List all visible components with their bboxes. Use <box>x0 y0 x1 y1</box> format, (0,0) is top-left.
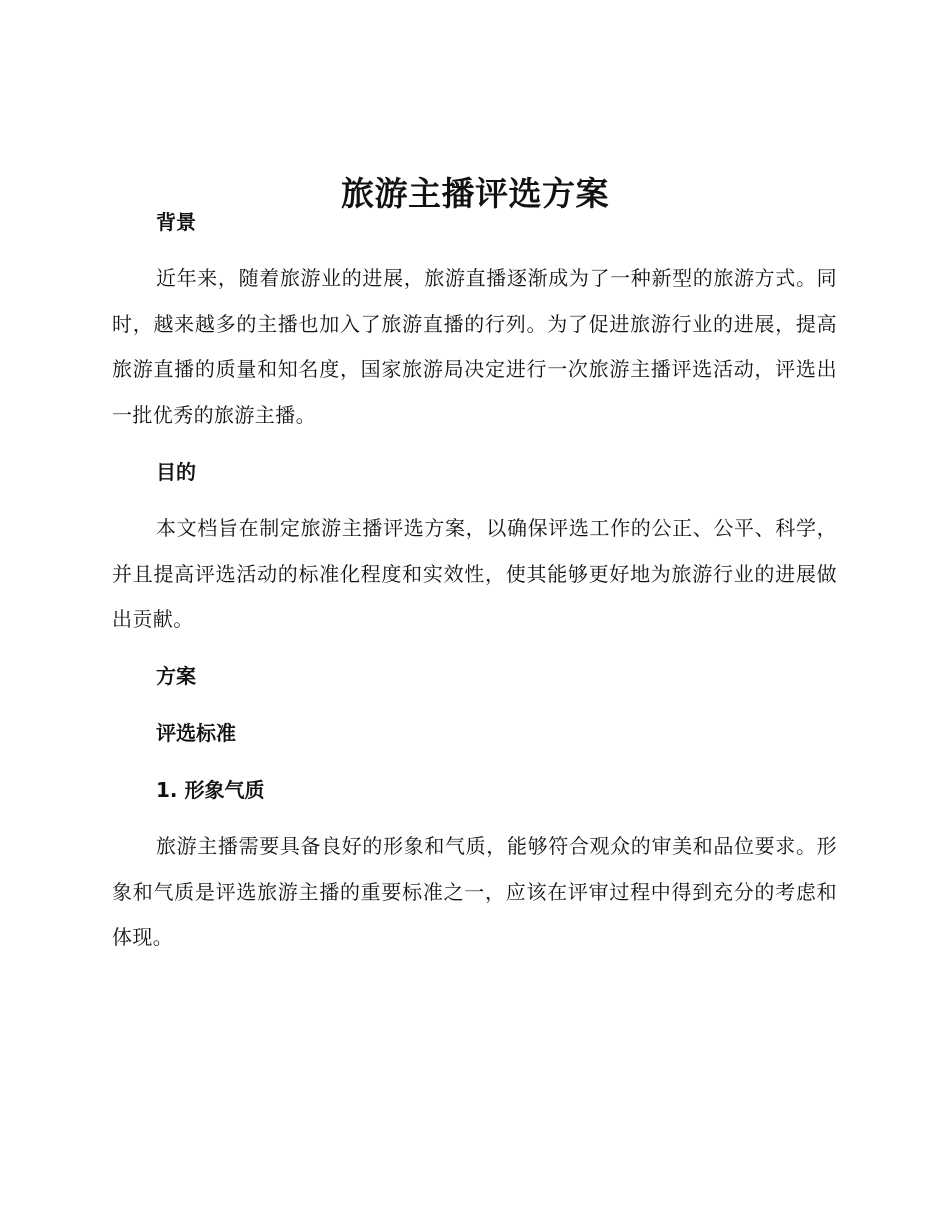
section-heading-image-temperament: 1. 形象气质 <box>156 778 265 802</box>
section-heading-plan: 方案 <box>156 664 196 688</box>
document-title: 旅游主播评选方案 <box>341 174 609 214</box>
section-heading-criteria: 评选标准 <box>156 721 236 745</box>
section-heading-background: 背景 <box>156 210 196 234</box>
paragraph-image-temperament: 旅游主播需要具备良好的形象和气质，能够符合观众的审美和品位要求。形象和气质是评选旅游主播的重要标准之一，应该在评审过程中得到充分的考虑和体现。 <box>112 834 837 949</box>
section-heading-purpose: 目的 <box>156 460 196 484</box>
paragraph-background: 近年来，随着旅游业的进展，旅游直播逐渐成为了一种新型的旅游方式。同时，越来越多的主播也加入了旅游直播的行列。为了促进旅游行业的进展，提高旅游直播的质量和知名度，国家旅游局决定进行一次旅游主播评选活动，评选出一批优秀的旅游主播。 <box>112 266 837 427</box>
paragraph-purpose: 本文档旨在制定旅游主播评选方案，以确保评选工作的公正、公平、科学，并且提高评选活动的标准化程度和实效性，使其能够更好地为旅游行业的进展做出贡献。 <box>112 516 837 631</box>
